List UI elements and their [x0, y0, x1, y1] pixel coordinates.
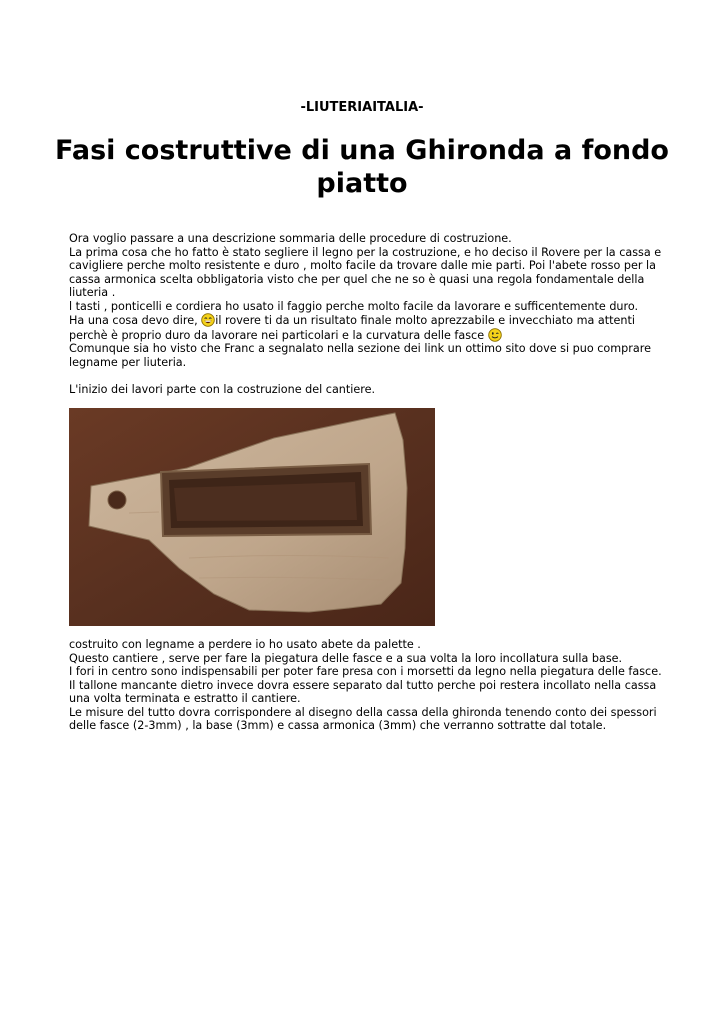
wooden-mold-photo: [69, 408, 435, 626]
paragraph: Comunque sia ho visto che Franc a segnalato nella sezione dei link un ottimo sito dove si puo comprare legname per liuteria.: [69, 342, 651, 369]
winking-smiley-icon: [488, 328, 502, 342]
paragraph: l tasti , ponticelli e cordiera ho usato il faggio perche molto facile da lavorare e sufficentemente duro.: [69, 299, 639, 313]
text-fragment: Ha una cosa devo dire,: [69, 314, 202, 327]
text-fragment: il rovere ti da un risultato finale molto aprezzabile e invecchiato ma attenti perchè è proprio duro da lavorare nei particolari e la curvatura delle fasce: [69, 314, 635, 342]
paragraph: La prima cosa che ho fatto è stato segliere il legno per la costruzione, e ho deciso il Rovere per la cassa e cavigliere perche molto resistente e duro , molto facile da trovare dalle mie parti. Poi l'abete rosso per la cassa armonica scelta obbligatoria visto che per quel che ne so è quasi una regola fondamentale della liuteria .: [69, 245, 662, 299]
laughing-smiley-icon: [201, 313, 215, 327]
page-title: Fasi costruttive di una Ghironda a fondo piatto: [55, 135, 669, 199]
paragraph: Le misure del tutto dovra corrispondere al disegno della cassa della ghironda tenendo conto dei spessori delle fasce (2-3mm) , la base (3mm) e cassa armonica (3mm) che verranno sottratte dal totale.: [69, 705, 657, 732]
paragraph: costruito con legname a perdere io ho usato abete da palette .: [69, 638, 421, 651]
paragraph: Questo cantiere , serve per fare la piegatura delle fasce e a sua volta la loro incollatura sulla base.: [69, 651, 623, 665]
paragraph: Ora voglio passare a una descrizione sommaria delle procedure di costruzione.: [69, 232, 512, 245]
article-body: [69, 232, 669, 733]
spacer: [69, 369, 669, 383]
paragraph: L'inizio dei lavori parte con la costruzione del cantiere.: [69, 382, 376, 396]
paragraph: I fori in centro sono indispensabili per poter fare presa con i morsetti da legno nella piegatura delle fasce.: [69, 665, 662, 678]
paragraph: Il tallone mancante dietro invece dovra essere separato dal tutto perche poi restera incollato nella cassa una volta terminata e estratto il cantiere.: [69, 678, 657, 705]
photo-caption-section: [69, 638, 669, 733]
site-name: -LIUTERIAITALIA-: [300, 100, 424, 115]
paragraph: [69, 313, 669, 342]
